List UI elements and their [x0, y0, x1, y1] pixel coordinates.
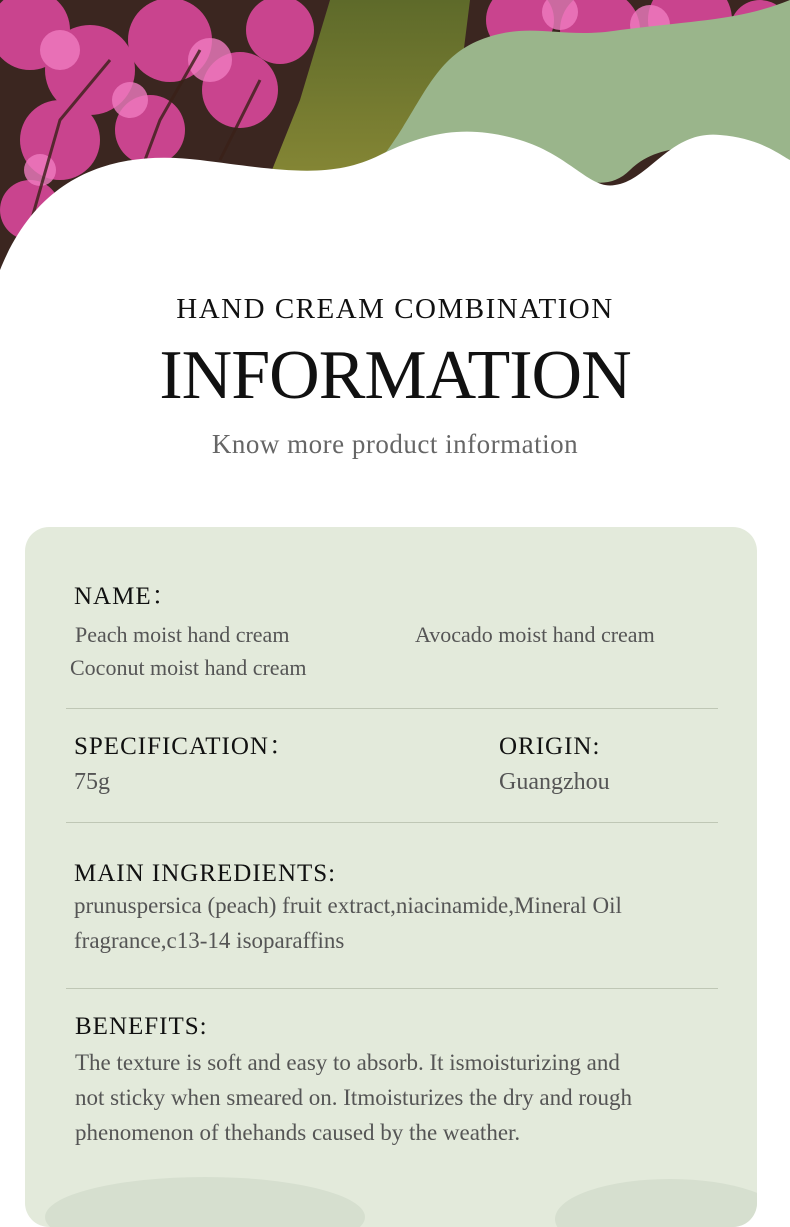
divider [66, 988, 718, 989]
section-heading [0, 292, 790, 460]
divider [66, 822, 718, 823]
benefits-line-2: not sticky when smeared on. Itmoisturizes the dry and rough [75, 1085, 632, 1110]
benefits-line-3: phenomenon of thehands caused by the weather. [75, 1120, 521, 1145]
specification-value: 75g [74, 769, 110, 795]
section-title: INFORMATION [159, 337, 631, 414]
section-subtitle: HAND CREAM COMBINATION [176, 293, 614, 325]
decorative-blob [555, 1179, 757, 1227]
name-item-coconut: Coconut moist hand cream [70, 655, 307, 680]
ingredients-label: MAIN INGREDIENTS: [74, 860, 337, 887]
name-label: NAME： [74, 583, 178, 610]
specification-label: SPECIFICATION： [74, 733, 295, 760]
name-item-peach: Peach moist hand cream [75, 622, 290, 647]
decorative-blob [45, 1177, 365, 1227]
product-info-card [25, 527, 757, 1227]
origin-value: Guangzhou [499, 769, 610, 795]
benefits-line-1: The texture is soft and easy to absorb. It ismoisturizing and [75, 1050, 620, 1075]
ingredients-line-1: prunuspersica (peach) fruit extract,niacinamide,Mineral Oil [74, 893, 622, 918]
divider [66, 708, 718, 709]
hero-photo-peach-orchard [0, 0, 790, 290]
benefits-label: BENEFITS: [75, 1013, 208, 1040]
section-tagline: Know more product information [211, 429, 579, 459]
origin-label: ORIGIN: [499, 733, 601, 760]
ingredients-line-2: fragrance,c13-14 isoparaffins [74, 928, 345, 953]
name-item-avocado: Avocado moist hand cream [415, 622, 655, 647]
